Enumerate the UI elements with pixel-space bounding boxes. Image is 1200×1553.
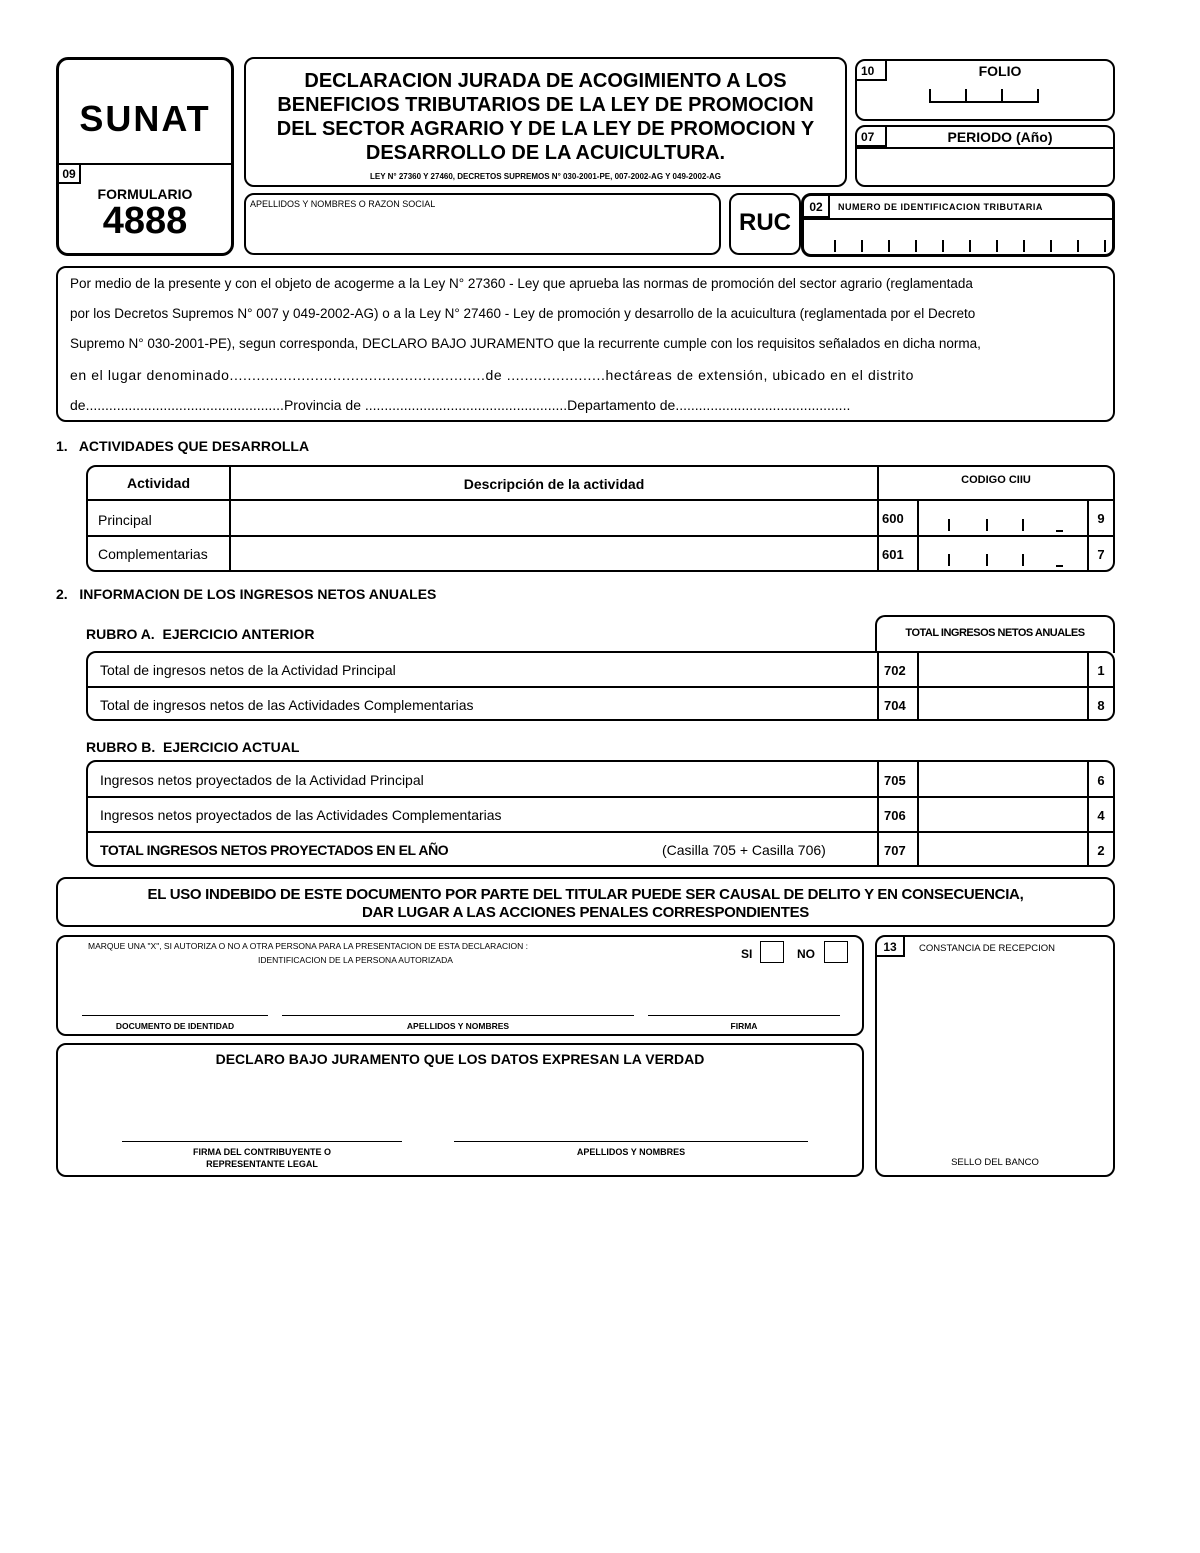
section1-title: 1. ACTIVIDADES QUE DESARROLLA bbox=[56, 438, 310, 454]
firma-signature-line[interactable] bbox=[648, 1015, 840, 1016]
warning-line-2: DAR LUGAR A LAS ACCIONES PENALES CORRESPONDIENTES bbox=[361, 904, 809, 921]
folio-code: 10 bbox=[857, 61, 887, 81]
rubro-a-row-1-code: 702 bbox=[884, 663, 906, 678]
name-field[interactable] bbox=[244, 193, 721, 255]
rubro-a-row-1-amount[interactable] bbox=[919, 653, 1087, 686]
name-label: APELLIDOS Y NOMBRES O RAZON SOCIAL bbox=[250, 199, 436, 209]
total-projected-amount[interactable] bbox=[919, 833, 1087, 865]
declaration-line-5: de...................................................Provincia de ....................................................Departamento de............................................. bbox=[70, 397, 851, 413]
form-title: DECLARACION JURADA DE ACOGIMIENTO A LOS BENEFICIOS TRIBUTARIOS DE LA LEY DE PROMOCION DEL SECTOR AGRARIO Y DE LA LEY DE PROMOCION Y DESARROLLO DE LA ACUICULTURA. bbox=[276, 70, 815, 164]
rubro-a-row-2-check: 8 bbox=[1097, 698, 1105, 713]
rubro-a-row-2-amount[interactable] bbox=[919, 688, 1087, 719]
form-subtitle: LEY N° 27360 Y 27460, DECRETOS SUPREMOS N° 030-2001-PE, 007-2002-AG Y 049-2002-AG bbox=[369, 172, 722, 181]
total-header-box bbox=[875, 615, 1115, 653]
warning-line-1: EL USO INDEBIDO DE ESTE DOCUMENTO POR PARTE DEL TITULAR PUEDE SER CAUSAL DE DELITO Y EN CONSECUENCIA, bbox=[147, 886, 1024, 903]
periodo-label: PERIODO (Año) bbox=[947, 129, 1053, 145]
rubro-a-title: RUBRO A. EJERCICIO ANTERIOR bbox=[86, 626, 315, 642]
reception-box bbox=[875, 935, 1115, 1177]
doc-signature-line[interactable] bbox=[82, 1015, 268, 1016]
periodo-box bbox=[855, 125, 1115, 187]
sunat-logo: SUNAT bbox=[79, 98, 211, 139]
oath-box bbox=[56, 1043, 864, 1177]
oath-names-label: APELLIDOS Y NOMBRES bbox=[576, 1147, 686, 1157]
title-box bbox=[244, 57, 847, 187]
authorization-box bbox=[56, 935, 864, 1036]
total-projected-check: 2 bbox=[1097, 843, 1105, 858]
form-word: FORMULARIO bbox=[97, 186, 193, 202]
taxpayer-signature-label-1: FIRMA DEL CONTRIBUYENTE O bbox=[192, 1147, 331, 1157]
activity-complementary-description[interactable] bbox=[231, 537, 877, 570]
firma-label: FIRMA bbox=[730, 1021, 758, 1031]
folio-label: FOLIO bbox=[978, 63, 1022, 79]
activity-principal-label: Principal bbox=[98, 512, 152, 528]
rubro-b-row-2-label: Ingresos netos proyectados de las Actividades Complementarias bbox=[100, 807, 502, 823]
ciiu-complementary-code: 601 bbox=[882, 547, 904, 562]
rubro-a-row-2-code: 704 bbox=[884, 698, 906, 713]
ciiu-complementary-ticks[interactable] bbox=[948, 554, 1058, 566]
declaration-line-3: Supremo N° 030-2001-PE), segun corresponda, DECLARO BAJO JURAMENTO que la recurrente cumple con los requisitos señalados en dicha norma, bbox=[70, 336, 981, 351]
oath-title: DECLARO BAJO JURAMENTO QUE LOS DATOS EXPRESAN LA VERDAD bbox=[215, 1051, 705, 1067]
declaration-line-1: Por medio de la presente y con el objeto de acogerme a la Ley N° 27360 - Ley que aprueba las normas de promoción del sector agrario (reglamentada bbox=[70, 276, 973, 291]
col-description-header: Descripción de la actividad bbox=[463, 476, 645, 492]
si-checkbox[interactable] bbox=[760, 941, 784, 963]
no-label: NO bbox=[797, 947, 815, 961]
rubro-b-title: RUBRO B. EJERCICIO ACTUAL bbox=[86, 739, 300, 755]
rubro-b-row-1-check: 6 bbox=[1097, 773, 1105, 788]
ruc-code: 02 bbox=[804, 196, 830, 218]
authorization-line-1: MARQUE UNA "X", SI AUTORIZA O NO A OTRA PERSONA PARA LA PRESENTACION DE ESTA DECLARACION : bbox=[88, 941, 528, 951]
ruc-label: RUC bbox=[739, 209, 791, 236]
authorization-line-2: IDENTIFICACION DE LA PERSONA AUTORIZADA bbox=[258, 955, 453, 965]
ciiu-principal-check: 9 bbox=[1097, 511, 1105, 526]
ciiu-principal-ticks[interactable] bbox=[948, 519, 1058, 531]
taxpayer-signature-line[interactable] bbox=[122, 1141, 402, 1142]
ciiu-principal-code: 600 bbox=[882, 511, 904, 526]
doc-label: DOCUMENTO DE IDENTIDAD bbox=[115, 1021, 235, 1031]
rubro-b-row-2-code: 706 bbox=[884, 808, 906, 823]
sunat-logo-box bbox=[56, 57, 234, 256]
no-checkbox[interactable] bbox=[824, 941, 848, 963]
reception-code: 13 bbox=[877, 937, 905, 957]
rubro-b-row-1-amount[interactable] bbox=[919, 762, 1087, 796]
declaration-line-2: por los Decretos Supremos N° 007 y 049-2002-AG) o a la Ley N° 27460 - Ley de promoción y desarrollo de la acuicultura (reglamentada por el Decreto bbox=[70, 306, 976, 321]
names-signature-line[interactable] bbox=[282, 1015, 634, 1016]
total-header: TOTAL INGRESOS NETOS ANUALES bbox=[905, 627, 1085, 639]
col-ciiu-header: CODIGO CIIU bbox=[961, 474, 1031, 486]
rubro-b-table bbox=[86, 760, 1115, 867]
reception-label: CONSTANCIA DE RECEPCION bbox=[919, 943, 1056, 954]
ruc-field[interactable] bbox=[801, 193, 1115, 257]
declaration-line-4: en el lugar denominado.........................................................de ......................hectáreas de extensión, ubicado en el distrito bbox=[70, 367, 915, 383]
rubro-a-row-1-check: 1 bbox=[1097, 663, 1105, 678]
ruc-desc: NUMERO DE IDENTIFICACION TRIBUTARIA bbox=[838, 202, 1043, 212]
warning-box bbox=[56, 877, 1115, 927]
form-code: 09 bbox=[59, 164, 81, 184]
total-projected-label: TOTAL INGRESOS NETOS PROYECTADOS EN EL AÑO bbox=[100, 842, 449, 858]
rubro-b-row-2-check: 4 bbox=[1097, 808, 1105, 823]
activity-complementary-label: Complementarias bbox=[98, 546, 208, 562]
rubro-a-row-2-label: Total de ingresos netos de las Actividades Complementarias bbox=[100, 697, 474, 713]
folio-box bbox=[855, 59, 1115, 121]
ruc-label-box bbox=[729, 193, 801, 255]
total-projected-code: 707 bbox=[884, 843, 906, 858]
rubro-b-row-2-amount[interactable] bbox=[919, 798, 1087, 831]
activity-principal-description[interactable] bbox=[231, 501, 877, 535]
declaration-box bbox=[56, 266, 1115, 422]
taxpayer-signature-label-2: REPRESENTANTE LEGAL bbox=[206, 1159, 318, 1169]
form-number: 4888 bbox=[102, 200, 188, 242]
periodo-code: 07 bbox=[857, 127, 887, 147]
bank-seal-label: SELLO DEL BANCO bbox=[951, 1157, 1039, 1168]
section2-title: 2. INFORMACION DE LOS INGRESOS NETOS ANUALES bbox=[56, 586, 437, 602]
names-label: APELLIDOS Y NOMBRES bbox=[406, 1021, 510, 1031]
rubro-b-row-1-label: Ingresos netos proyectados de la Actividad Principal bbox=[100, 772, 424, 788]
si-label: SI bbox=[741, 947, 753, 961]
col-activity-header: Actividad bbox=[126, 475, 190, 491]
ciiu-complementary-check: 7 bbox=[1097, 547, 1105, 562]
oath-names-line[interactable] bbox=[454, 1141, 808, 1142]
total-projected-formula: (Casilla 705 + Casilla 706) bbox=[662, 842, 826, 858]
rubro-a-row-1-label: Total de ingresos netos de la Actividad Principal bbox=[100, 662, 396, 678]
rubro-b-row-1-code: 705 bbox=[884, 773, 906, 788]
ruc-ticks bbox=[834, 240, 1106, 252]
activities-table bbox=[86, 465, 1115, 572]
folio-ticks bbox=[929, 89, 1039, 103]
rubro-a-table bbox=[86, 651, 1115, 721]
